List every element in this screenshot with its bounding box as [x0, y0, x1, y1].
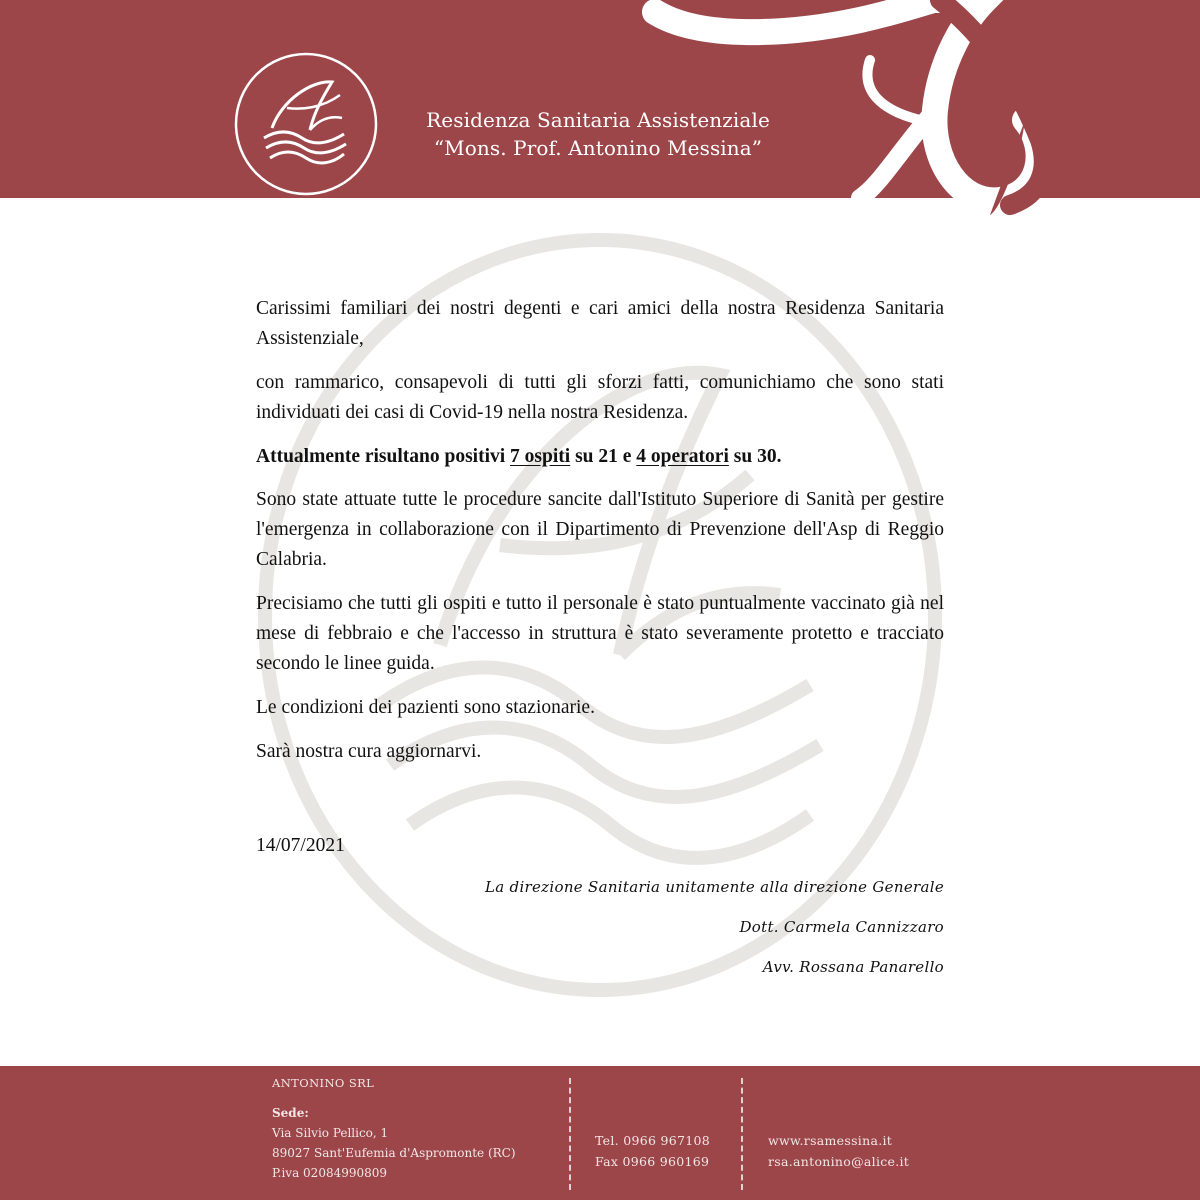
footer-fax: Fax 0966 960169 — [595, 1154, 710, 1169]
paragraph-2: Sono state attuate tutte le procedure sancite dall'Istituto Superiore di Sanità per gestire l'emergenza in collaborazione con il Dipartimento di Prevenzione dell'Asp di Reggio Calabria. — [256, 489, 944, 570]
organization-name-line1: Residenza Sanitaria Assistenziale — [426, 108, 770, 132]
footer-address-block — [272, 1073, 516, 1183]
operators-total: su 30. — [728, 446, 782, 467]
paragraph-1: con rammarico, consapevoli di tutti gli sforzi fatti, comunichiamo che sono stati individuati dei casi di Covid-19 nella nostra Residenza. — [256, 372, 944, 423]
signature-line-direction: La direzione Sanitaria unitamente alla direzione Generale — [484, 878, 944, 896]
letter-body — [256, 294, 944, 781]
positive-cases-statement — [256, 442, 944, 472]
signature-block — [344, 874, 944, 994]
footer-phone-block — [595, 1130, 710, 1172]
footer-website-link[interactable]: www.rsamessina.it — [768, 1133, 893, 1148]
paragraph-3: Precisiamo che tutti gli ospiti e tutto il personale è stato puntualmente vaccinato già nel mese di febbraio e che l'accesso in struttura è stato severamente protetto e tracciato secondo le linee guida. — [256, 593, 944, 674]
footer-band — [0, 1066, 1200, 1200]
paragraph-5: Sarà nostra cura aggiornarvi. — [256, 741, 482, 762]
footer-address-line1: Via Silvio Pellico, 1 — [272, 1126, 389, 1140]
letter-date: 14/07/2021 — [256, 835, 345, 856]
positive-guests: 7 ospiti — [510, 446, 571, 467]
organization-name-line2: “Mons. Prof. Antonino Messina” — [433, 136, 763, 160]
footer-address-line2: 89027 Sant'Eufemia d'Aspromonte (RC) — [272, 1146, 516, 1160]
footer-divider — [741, 1078, 743, 1190]
footer-company: ANTONINO SRL — [272, 1076, 375, 1090]
greeting: Carissimi familiari dei nostri degenti e cari amici della nostra Residenza Sanitaria Assistenziale, — [256, 298, 944, 349]
footer-web-block — [768, 1130, 909, 1172]
footer-divider — [569, 1078, 571, 1190]
signature-line-panarello: Avv. Rossana Panarello — [762, 958, 944, 976]
positive-cases-prefix: Attualmente risultano positivi — [256, 446, 511, 467]
guests-total: su 21 e — [570, 446, 637, 467]
signature-line-cannizzaro: Dott. Carmela Cannizzaro — [739, 918, 944, 936]
footer-email-link[interactable]: rsa.antonino@alice.it — [768, 1154, 910, 1169]
letter-a-waves-logo — [232, 50, 380, 198]
footer-piva: P.iva 02084990809 — [272, 1166, 388, 1180]
positive-operators: 4 operatori — [636, 446, 729, 467]
organization-name — [388, 106, 808, 162]
footer-sede-label: Sede: — [272, 1106, 309, 1120]
footer-tel: Tel. 0966 967108 — [595, 1133, 711, 1148]
paragraph-4: Le condizioni dei pazienti sono stazionarie. — [256, 697, 595, 718]
